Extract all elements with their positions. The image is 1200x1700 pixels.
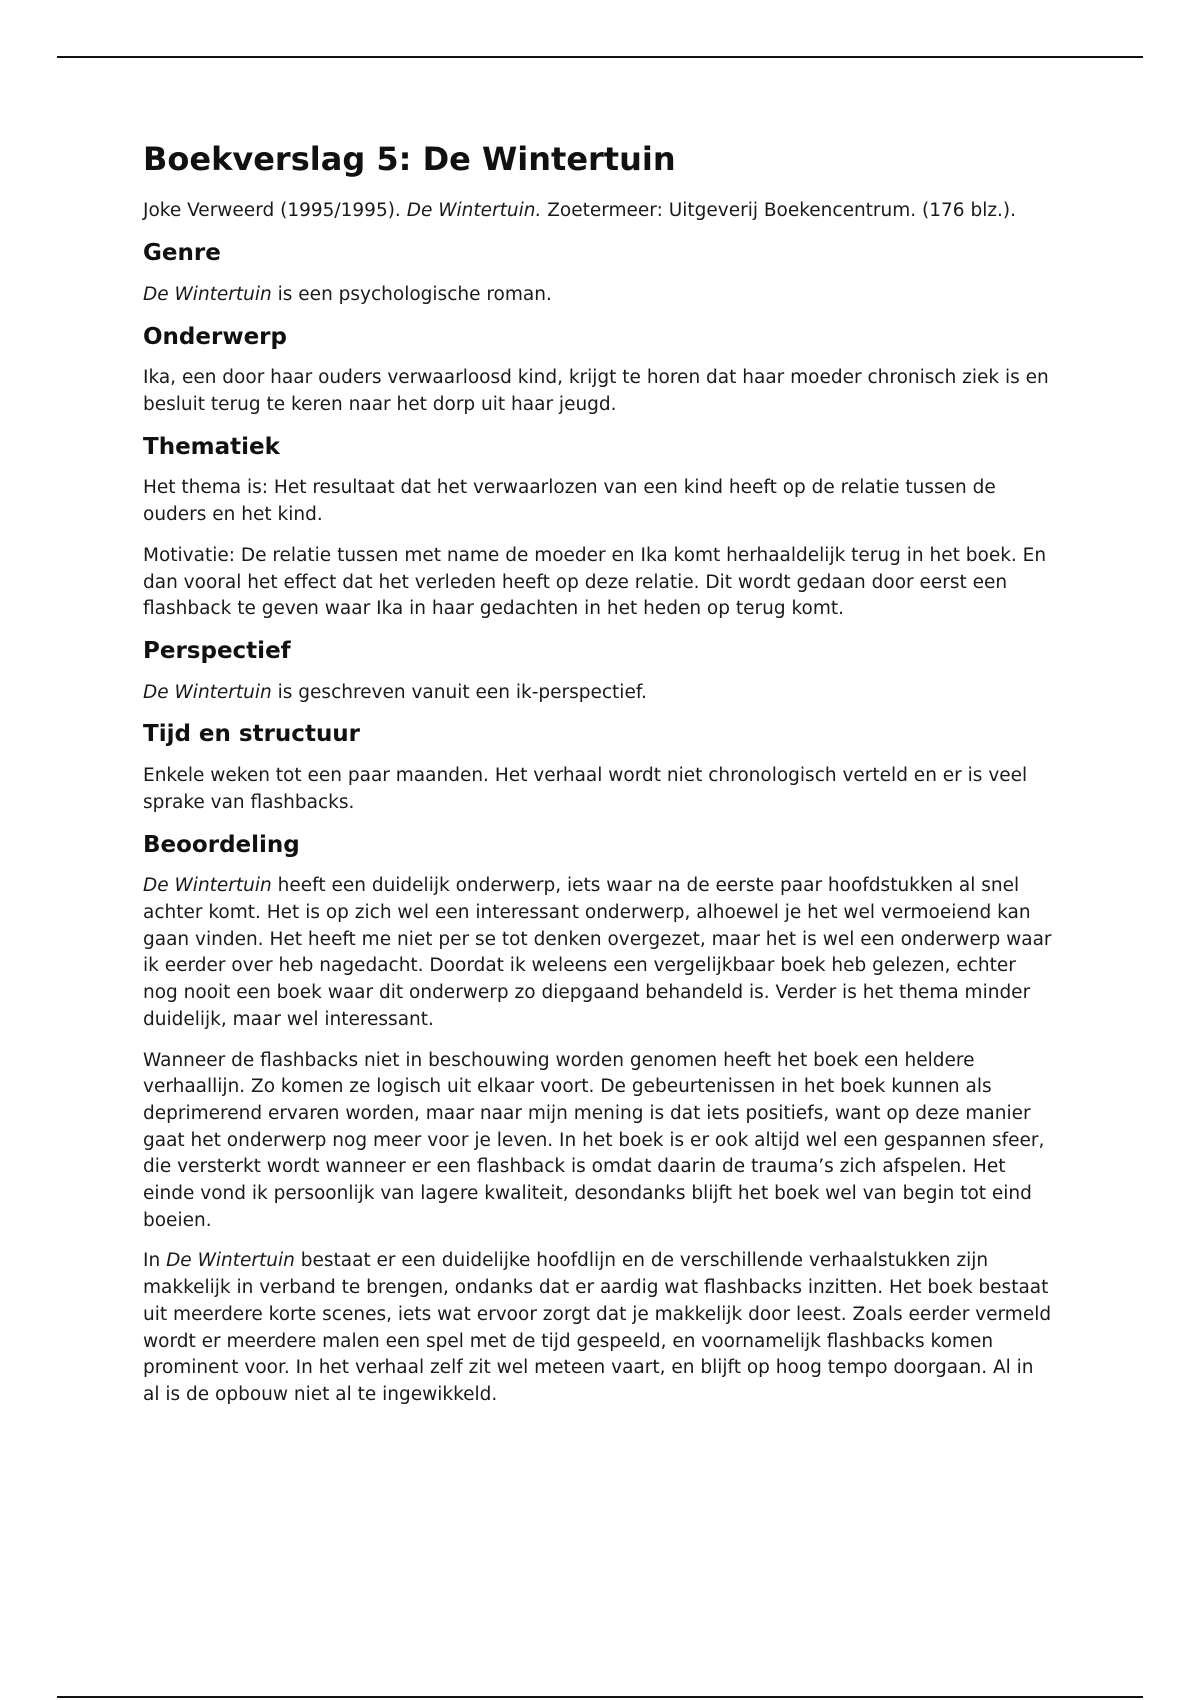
citation	[143, 198, 1053, 225]
page-title: Boekverslag 5: De Wintertuin	[143, 140, 676, 178]
beoordeling-paragraph-2: Wanneer de flashbacks niet in beschouwing worden genomen heeft het boek een heldere verhaallijn. Zo komen ze logisch uit elkaar voort. De gebeurtenissen in het boek kunnen als deprimerend ervaren worden, maar naar mijn mening is dat iets positiefs, want op deze manier gaat het onderwerp nog meer voor je leven. In het boek is er ook altijd wel een gespannen sfeer, die versterkt wordt wanneer er een flashback is omdat daarin de trauma’s zich afspelen. Het einde vond ik persoonlijk van lagere kwaliteit, desondanks blijft het boek wel van begin tot eind boeien.	[143, 1049, 1045, 1231]
genre-book-title: De Wintertuin	[143, 283, 272, 305]
beoordeling-p1-book-title: De Wintertuin	[143, 875, 272, 897]
heading-genre: Genre	[143, 240, 221, 267]
citation-publisher: Zoetermeer: Uitgeverij Boekencentrum. (176 blz.).	[541, 200, 1017, 222]
beoordeling-paragraph-3	[143, 1248, 1053, 1408]
beoordeling-p1-text: heeft een duidelijk onderwerp, iets waar na de eerste paar hoofdstukken al snel achter komt. Het is op zich wel een interessant onderwerp, alhoewel je het wel vermoeiend kan gaan vinden. Het heeft me niet per se tot denken overgezet, maar het is wel een onderwerp waar ik eerder over heb nagedacht. Doordat ik weleens een vergelijkbaar boek heb gelezen, echter nog nooit een boek waar dit onderwerp zo diepgaand behandeld is. Verder is het thema minder duidelijk, maar wel interessant.	[143, 875, 1052, 1030]
perspectief-text: is geschreven vanuit een ik-perspectief.	[271, 681, 647, 703]
heading-tijd-en-structuur: Tijd en structuur	[143, 721, 361, 748]
beoordeling-p3-text: bestaat er een duidelijke hoofdlijn en de verschillende verhaalstukken zijn makkelijk in verband te brengen, ondanks dat er aardig wat flashbacks inzitten. Het boek bestaat uit meerdere korte scenes, iets wat ervoor zorgt dat je makkelijk door leest. Zoals eerder vermeld wordt er meerdere malen een spel met de tijd gespeeld, en voornamelijk flashbacks komen prominent voor. In het verhaal zelf zit wel meteen vaart, en blijft op hoog tempo doorgaan. Al in al is de opbouw niet al te ingewikkeld.	[143, 1250, 1052, 1405]
perspectief-book-title: De Wintertuin	[143, 681, 272, 703]
thematiek-thema-paragraph: Het thema is: Het resultaat dat het verwaarlozen van een kind heeft op de relatie tussen de ouders en het kind.	[143, 477, 996, 526]
heading-perspectief: Perspectief	[143, 637, 291, 664]
genre-text: is een psychologische roman.	[271, 283, 552, 305]
perspectief-paragraph	[143, 680, 1053, 707]
top-rule	[57, 56, 1143, 58]
heading-thematiek: Thematiek	[143, 433, 280, 460]
beoordeling-paragraph-1	[143, 873, 1053, 1033]
genre-paragraph	[143, 282, 1053, 309]
bottom-rule	[57, 1696, 1143, 1698]
heading-onderwerp: Onderwerp	[143, 323, 287, 350]
beoordeling-p3-book-title: De Wintertuin	[166, 1250, 295, 1272]
beoordeling-p3-prefix: In	[143, 1250, 167, 1272]
citation-book-title: De Wintertuin.	[406, 200, 542, 222]
citation-author-year: Joke Verweerd (1995/1995).	[143, 200, 407, 222]
document-body	[143, 140, 1053, 1423]
thematiek-motivatie-paragraph: Motivatie: De relatie tussen met name de moeder en Ika komt herhaaldelijk terug in het boek. En dan vooral het effect dat het verleden heeft op deze relatie. Dit wordt gedaan door eerst een flashback te geven waar Ika in haar gedachten in het heden op terug komt.	[143, 544, 1047, 620]
onderwerp-paragraph: Ika, een door haar ouders verwaarloosd kind, krijgt te horen dat haar moeder chronisch ziek is en besluit terug te keren naar het dorp uit haar jeugd.	[143, 367, 1049, 415]
heading-beoordeling: Beoordeling	[143, 831, 300, 858]
tijd-paragraph: Enkele weken tot een paar maanden. Het verhaal wordt niet chronologisch verteld en er is veel sprake van flashbacks.	[143, 765, 1028, 813]
